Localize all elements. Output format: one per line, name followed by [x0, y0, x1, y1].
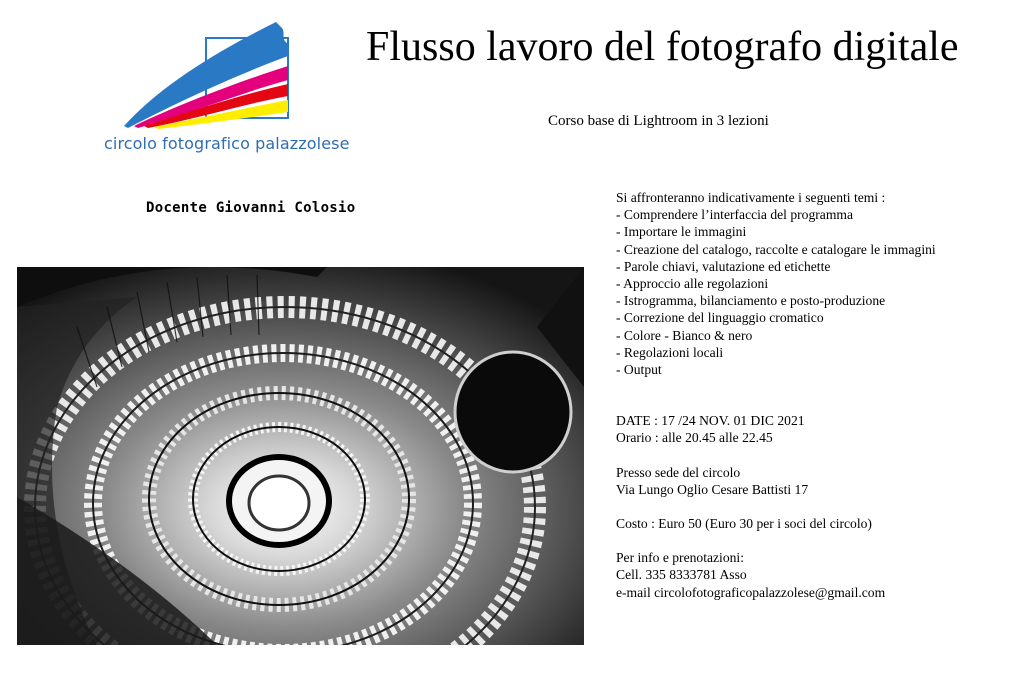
- spacer: [616, 532, 1016, 549]
- course-subtitle: Corso base di Lightroom in 3 lezioni: [548, 113, 769, 129]
- venue-address: Via Lungo Oglio Cesare Battisti 17: [616, 481, 809, 497]
- course-details: [616, 189, 1016, 601]
- page-title: Flusso lavoro del fotografo digitale: [366, 24, 959, 70]
- contact-heading: Per info e prenotazioni:: [616, 550, 744, 566]
- spiral-staircase-photo: [17, 267, 584, 645]
- rainbow-logo-icon: [104, 20, 294, 130]
- topic-item: - Output: [616, 362, 662, 378]
- contact-email: e-mail circolofotograficopalazzolese@gmail.com: [616, 584, 886, 600]
- topic-item: - Correzione del linguaggio cromatico: [616, 310, 824, 326]
- spacer: [616, 498, 1016, 515]
- club-name: circolo fotografico palazzolese: [104, 134, 350, 153]
- topic-item: - Regolazioni locali: [616, 344, 724, 360]
- spacer: [616, 378, 1016, 412]
- contact-phone: Cell. 335 8333781 Asso: [616, 567, 747, 583]
- course-dates: DATE : 17 /24 NOV. 01 DIC 2021: [616, 413, 805, 429]
- topics-intro: Si affronteranno indicativamente i seguenti temi :: [616, 190, 886, 205]
- course-time: Orario : alle 20.45 alle 22.45: [616, 430, 773, 446]
- topic-item: - Creazione del catalogo, raccolte e catalogare le immagini: [616, 241, 936, 257]
- topic-item: - Istrogramma, bilanciamento e posto-produzione: [616, 293, 886, 309]
- spacer: [616, 447, 1016, 464]
- topic-item: - Comprendere l’interfaccia del programma: [616, 207, 854, 223]
- club-logo: [104, 20, 350, 165]
- topic-item: - Colore - Bianco & nero: [616, 327, 753, 343]
- venue-line: Presso sede del circolo: [616, 464, 741, 480]
- course-cost: Costo : Euro 50 (Euro 30 per i soci del circolo): [616, 516, 872, 532]
- teacher-name: Docente Giovanni Colosio: [146, 200, 356, 216]
- topic-item: - Approccio alle regolazioni: [616, 276, 769, 292]
- topic-item: - Importare le immagini: [616, 224, 747, 240]
- topic-item: - Parole chiavi, valutazione ed etichette: [616, 258, 831, 274]
- staircase-image-icon: [17, 267, 584, 645]
